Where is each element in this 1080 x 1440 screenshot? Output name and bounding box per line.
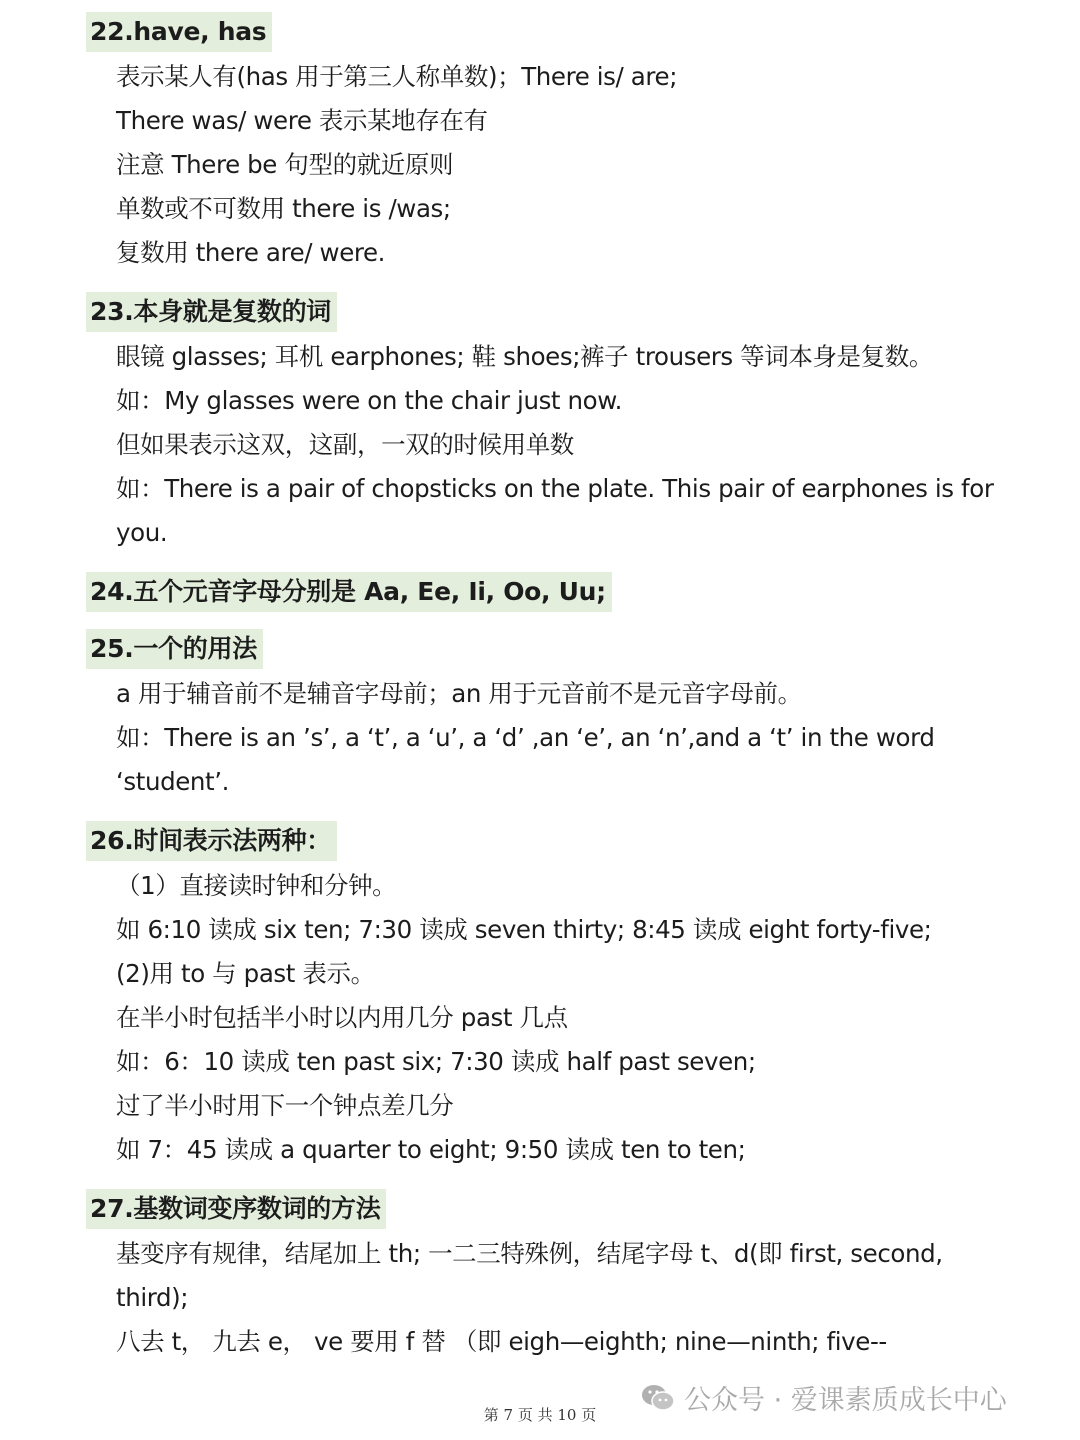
section-23 bbox=[0, 292, 1080, 555]
text-line: 如：My glasses were on the chair just now. bbox=[116, 386, 623, 415]
text-line: 如：There is a pair of chopsticks on the plate. This pair of earphones is for bbox=[116, 474, 994, 503]
text-line: a 用于辅音前不是辅音字母前；an 用于元音前不是元音字母前。 bbox=[116, 679, 802, 708]
text-line: 表示某人有(has 用于第三人称单数)；There is/ are; bbox=[116, 62, 678, 91]
text-line: 但如果表示这双，这副，一双的时候用单数 bbox=[116, 430, 574, 459]
text-line: 八去 t， 九去 e， ve 要用 f 替 （即 eigh—eighth; nine—ninth; five-- bbox=[116, 1327, 887, 1356]
section-heading: 22.have, has bbox=[86, 12, 272, 52]
section-heading: 26.时间表示法两种： bbox=[86, 821, 337, 861]
section-heading: 23.本身就是复数的词 bbox=[86, 292, 337, 332]
section-22 bbox=[0, 12, 1080, 275]
text-line: 如：6：10 读成 ten past six; 7:30 读成 half past seven; bbox=[116, 1047, 756, 1076]
section-heading: 25.一个的用法 bbox=[86, 629, 263, 669]
text-line: 眼镜 glasses; 耳机 earphones; 鞋 shoes;裤子 trousers 等词本身是复数。 bbox=[116, 342, 933, 371]
section-heading: 27.基数词变序数词的方法 bbox=[86, 1189, 386, 1229]
section-heading: 24.五个元音字母分别是 Aa, Ee, Ii, Oo, Uu; bbox=[86, 572, 612, 612]
text-line: 如 7：45 读成 a quarter to eight; 9:50 读成 ten to ten; bbox=[116, 1135, 746, 1164]
text-line: There was/ were 表示某地存在有 bbox=[116, 106, 488, 135]
watermark-text: 公众号 · 爱课素质成长中心 bbox=[684, 1385, 1007, 1416]
text-line: you. bbox=[116, 518, 168, 547]
section-26 bbox=[0, 821, 1080, 1172]
document-page bbox=[0, 12, 1080, 1381]
text-line: 如 6:10 读成 six ten; 7:30 读成 seven thirty; 8:45 读成 eight forty-five; bbox=[116, 915, 932, 944]
text-line: 注意 There be 句型的就近原则 bbox=[116, 150, 454, 179]
text-line: 如：There is an ’s’, a ‘t’, a ‘u’, a ‘d’ ,an ‘e’, an ‘n’,and a ‘t’ in the word bbox=[116, 723, 935, 752]
text-line: third); bbox=[116, 1283, 189, 1312]
text-line: ‘student’. bbox=[116, 767, 230, 796]
text-line: (2)用 to 与 past 表示。 bbox=[116, 959, 375, 988]
page-number: 第 7 页 共 10 页 bbox=[483, 1406, 597, 1424]
text-line: 过了半小时用下一个钟点差几分 bbox=[116, 1091, 454, 1120]
text-line: 单数或不可数用 there is /was; bbox=[116, 194, 451, 223]
text-line: （1）直接读时钟和分钟。 bbox=[116, 871, 397, 900]
section-27 bbox=[0, 1189, 1080, 1364]
text-line: 基变序有规律，结尾加上 th; 一二三特殊例，结尾字母 t、d(即 first, second, bbox=[116, 1239, 943, 1268]
text-line: 复数用 there are/ were. bbox=[116, 238, 386, 267]
section-25 bbox=[0, 629, 1080, 804]
text-line: 在半小时包括半小时以内用几分 past 几点 bbox=[116, 1003, 568, 1032]
section-24 bbox=[0, 572, 1080, 612]
